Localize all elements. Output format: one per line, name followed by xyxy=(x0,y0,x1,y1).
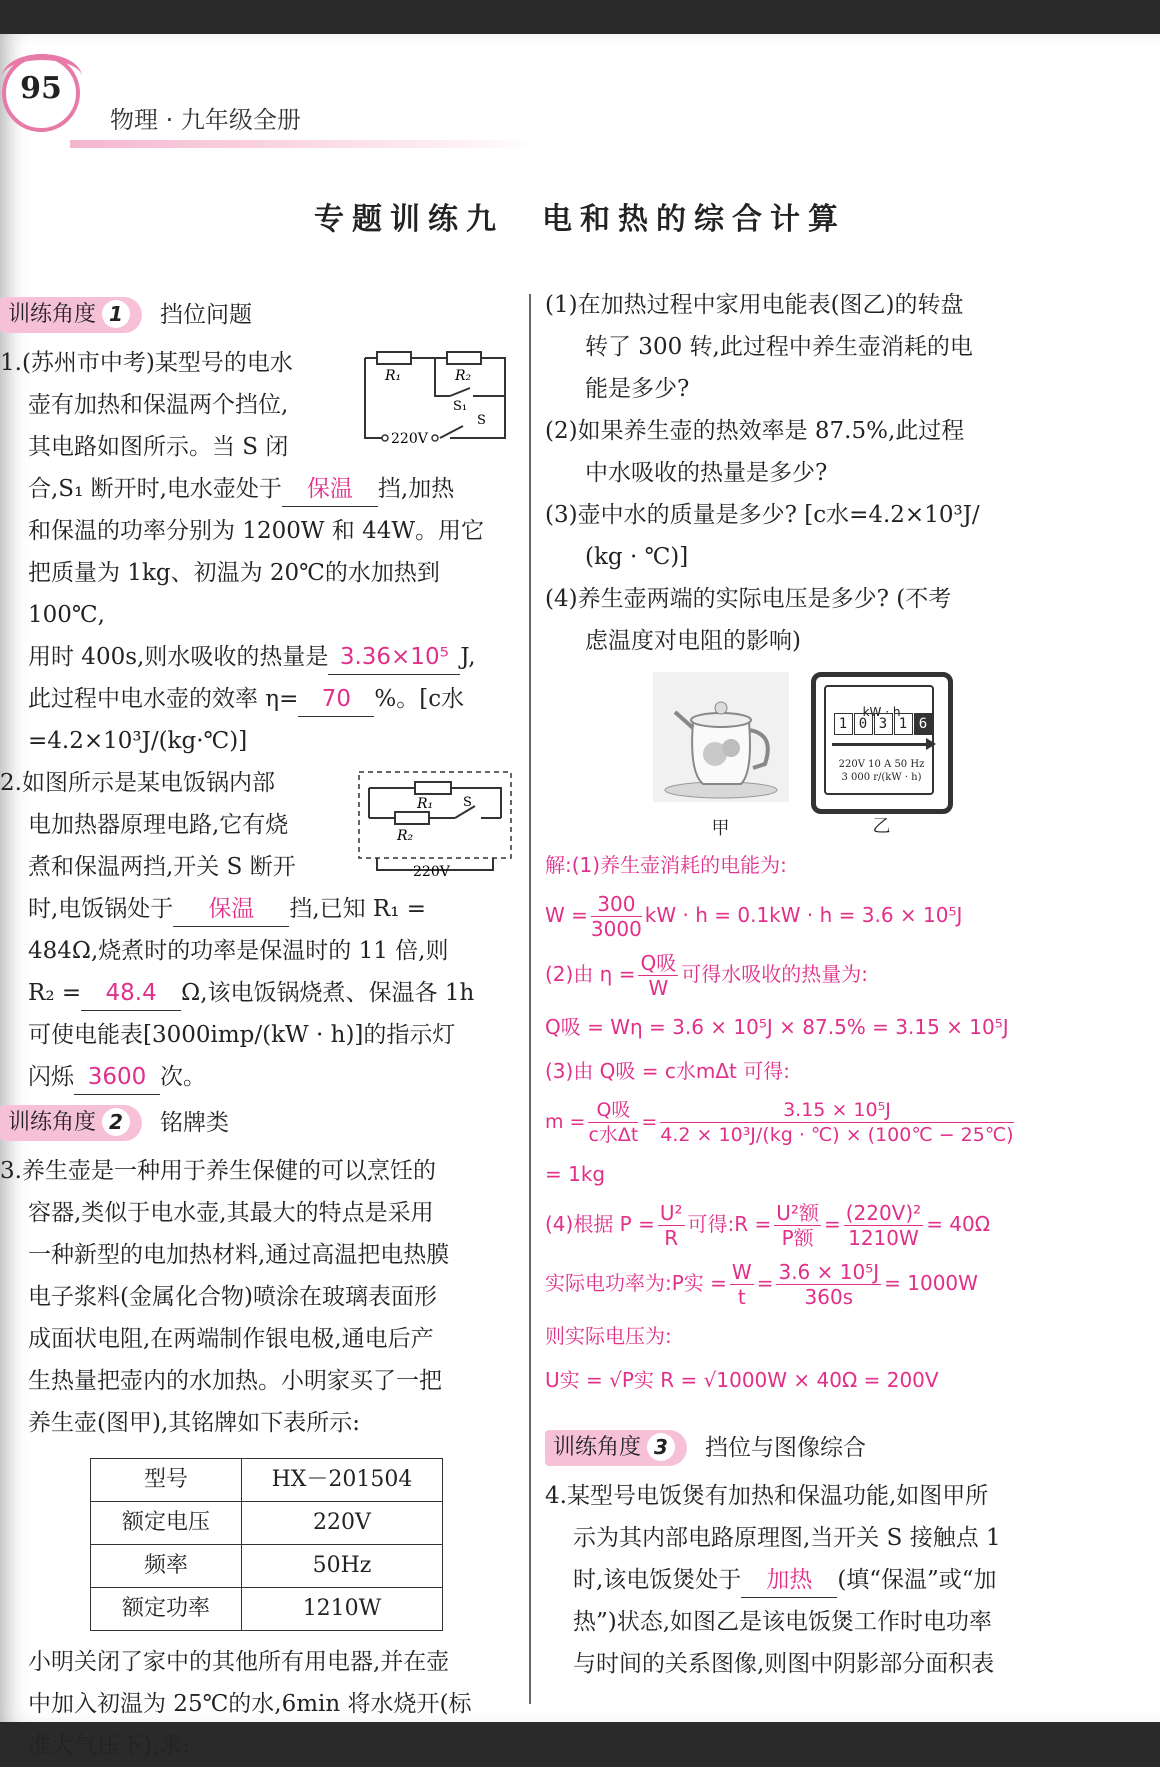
section-tag: 训练角度 1 xyxy=(0,297,142,333)
circuit-diagram-2 xyxy=(355,768,515,878)
solution-line: 则实际电压为: xyxy=(545,1324,672,1348)
solution-line: (3)由 Q吸 = c水mΔt 可得: xyxy=(545,1059,790,1083)
q1-answer-2: 3.36×10⁵ xyxy=(339,644,449,670)
nameplate-table xyxy=(90,1458,443,1631)
solution-line: W = $\frac{300}{3000}$ kW · h = 0.1kW · h = 3.6 × 10⁵J xyxy=(545,892,963,941)
q2-line: 煮和保温两挡,开关 S 断开 xyxy=(28,854,296,880)
s1-label: S₁ xyxy=(453,399,468,414)
question-1 xyxy=(0,342,515,762)
meter-digits: 1 0 3 1 6 xyxy=(834,713,934,735)
r1-label: R₁ xyxy=(417,796,434,812)
q1-line: 把质量为 1kg、初温为 20℃的水加热到 100℃, xyxy=(28,560,440,628)
q1-line: 和保温的功率分别为 1200W 和 44W。用它 xyxy=(28,518,485,544)
header-line xyxy=(70,140,540,148)
electric-meter xyxy=(811,672,953,814)
solution-line: 实际电功率为:P实 = $\frac{W}{t}$ = $\frac{\text{3.6 × 10⁵J}}{360s}$ = 1000W xyxy=(545,1260,978,1309)
q3-line: 中加入初温为 25℃的水,6min 将水烧开(标 xyxy=(28,1691,472,1717)
book-title: 物理 · 九年级全册 xyxy=(110,106,301,134)
q3-subquestion: 能是多少? xyxy=(585,376,690,402)
q2-line: R₂ = 48.4 Ω,该电饭锅烧煮、保温各 1h xyxy=(0,972,515,1014)
section-tag: 训练角度 2 xyxy=(0,1105,142,1141)
meter-unit: kW · h xyxy=(862,705,901,719)
solution-line: (2)由 η = $\frac{\text{Q吸}}{W}$ 可得水吸收的热量为: xyxy=(545,951,868,1000)
table-row xyxy=(91,1545,443,1588)
q2-line: 2.如图所示是某电饭锅内部 xyxy=(0,770,275,796)
q4-line: 时,该电饭煲处于 加热 (填“保温”或“加 xyxy=(545,1559,1060,1601)
column-divider xyxy=(529,294,531,1704)
table-cell: 50Hz xyxy=(242,1545,443,1588)
question-4 xyxy=(545,1475,1060,1685)
kettle-image xyxy=(653,672,789,802)
figure-kettle xyxy=(653,672,789,842)
s-label: S xyxy=(477,413,486,428)
solution-line: 解:(1)养生壶消耗的电能为: xyxy=(545,853,787,877)
q1-answer-1: 保温 xyxy=(306,476,353,502)
q2-line: 可使电能表[3000imp/(kW · h)]的指示灯 xyxy=(28,1022,456,1048)
section-name: 挡位问题 xyxy=(160,302,253,328)
q3-subquestion: (2)如果养生壶的热效率是 87.5%,此过程 xyxy=(545,418,965,444)
q1-line: 用时 400s,则水吸收的热量是 3.36×10⁵ J, xyxy=(0,636,515,678)
fig-label-jia: 甲 xyxy=(711,818,730,839)
q3-subquestion: 转了 300 转,此过程中养生壶消耗的电 xyxy=(585,334,973,360)
solution-line: (4)根据 P = $\frac{\text{U²}}{R}$ 可得:R = $\frac{\text{U²额}}{\text{P额}}$ = $\frac{\text{(220V)²}}{1210W}$ = 40Ω xyxy=(545,1201,991,1250)
q3-line: 生热量把壶内的水加热。小明家买了一把 xyxy=(28,1368,442,1394)
solution-line: Q吸 = Wη = 3.6 × 10⁵J × 87.5% = 3.15 × 10⁵J xyxy=(545,1015,1009,1039)
q3-line: 容器,类似于电水壶,其最大的特点是采用 xyxy=(28,1200,434,1226)
q2-line: 484Ω,烧煮时的功率是保温时的 11 倍,则 xyxy=(28,938,449,964)
q1-line: 此过程中电水壶的效率 η= 70 %。[c水 xyxy=(0,678,515,720)
q2-answer-1: 保温 xyxy=(208,896,255,922)
q3-line: 电子浆料(金属化合物)喷涂在玻璃表面形 xyxy=(28,1284,437,1310)
table-cell: 额定电压 xyxy=(91,1502,242,1545)
arrow-icon xyxy=(832,743,928,746)
q2-line: 闪烁 3600 次。 xyxy=(0,1056,515,1098)
meter-spec: 220V 10 A 50 Hz xyxy=(838,759,925,770)
table-cell: 额定功率 xyxy=(91,1588,242,1631)
q2-line: 电加热器原理电路,它有烧 xyxy=(28,812,289,838)
figure-meter xyxy=(811,672,953,842)
q4-line: 4.某型号电饭煲有加热和保温功能,如图甲所 xyxy=(545,1483,989,1509)
page-number: 95 xyxy=(2,54,80,132)
q4-line: 与时间的关系图像,则图中阴影部分面积表 xyxy=(573,1651,995,1677)
q4-line: 热”)状态,如图乙是该电饭煲工作时电功率 xyxy=(573,1609,993,1635)
section-name: 铭牌类 xyxy=(160,1110,230,1136)
q1-line: 1.(苏州市中考)某型号的电水 xyxy=(0,350,293,376)
r1-label: R₁ xyxy=(385,368,402,384)
fig-label-yi: 乙 xyxy=(872,816,891,837)
section-tag: 训练角度 3 xyxy=(545,1430,687,1466)
q1-line: =4.2×10³J/(kg·℃)] xyxy=(28,728,248,754)
s-label: S xyxy=(463,795,472,810)
chapter-title: 专题训练九 电和热的综合计算 xyxy=(314,202,846,237)
q3-line: 3.养生壶是一种用于养生保健的可以烹饪的 xyxy=(0,1158,436,1184)
q3-line: 成面状电阻,在两端制作银电极,通电后产 xyxy=(28,1326,434,1352)
badge-swish xyxy=(2,54,82,100)
q3-subquestion: (3)壶中水的质量是多少? [c水=4.2×10³J/ xyxy=(545,502,980,528)
table-cell: 型号 xyxy=(91,1459,242,1502)
q1-line: 其电路如图所示。当 S 闭 xyxy=(28,434,289,460)
table-row xyxy=(91,1459,443,1502)
section-2-header xyxy=(0,1102,515,1144)
section-3-header xyxy=(545,1427,1060,1469)
q3-subquestion: 中水吸收的热量是多少? xyxy=(585,460,828,486)
page-number-badge xyxy=(2,54,80,132)
question-2 xyxy=(0,762,515,1098)
right-column xyxy=(545,284,1060,1685)
q1-answer-3: 70 xyxy=(321,686,352,712)
q3-subquestion: (1)在加热过程中家用电能表(图乙)的转盘 xyxy=(545,292,964,318)
table-cell: 1210W xyxy=(242,1588,443,1631)
question-3 xyxy=(0,1150,515,1767)
table-cell: 频率 xyxy=(91,1545,242,1588)
q1-line: 合,S₁ 断开时,电水壶处于 保温 挡,加热 xyxy=(0,468,515,510)
q3-figures xyxy=(545,672,1060,842)
solution-line: = 1kg xyxy=(545,1162,606,1186)
table-row xyxy=(91,1502,443,1545)
solution-line: m = $\frac{\text{Q吸}}{\text{c水Δt}}$ = $\frac{\text{3.15 × 10⁵J}}{\text{4.2 × 10³J/(kg · ℃) × (100℃ − 25℃)}}$ xyxy=(545,1099,1014,1146)
q3-subquestion: 虑温度对电阻的影响) xyxy=(585,628,801,654)
section-name: 挡位与图像综合 xyxy=(705,1435,867,1461)
r2-label: R₂ xyxy=(455,368,472,384)
q3-line: 养生壶(图甲),其铭牌如下表所示: xyxy=(28,1410,361,1436)
q3-subquestion: (4)养生壶两端的实际电压是多少? (不考 xyxy=(545,586,952,612)
solution-block xyxy=(545,848,1060,1397)
voltage-label: 220V xyxy=(391,431,428,447)
textbook-page xyxy=(0,34,1160,1759)
q3-line: 准大气压下),求: xyxy=(28,1733,191,1759)
q4-line: 示为其内部电路原理图,当开关 S 接触点 1 xyxy=(573,1525,1001,1551)
q3-subquestion: (kg · ℃)] xyxy=(585,544,689,570)
section-1-header xyxy=(0,294,515,336)
q2-line: 时,电饭锅处于 保温 挡,已知 R₁ = xyxy=(0,888,515,930)
q2-answer-3: 3600 xyxy=(87,1064,147,1090)
table-row xyxy=(91,1588,443,1631)
r2-label: R₂ xyxy=(397,828,414,844)
q3-line: 小明关闭了家中的其他所有用电器,并在壶 xyxy=(28,1649,450,1675)
q3-line: 一种新型的电加热材料,通过高温把电热膜 xyxy=(28,1242,450,1268)
left-column xyxy=(0,290,515,1767)
q4-answer-1: 加热 xyxy=(766,1567,813,1593)
table-cell: 220V xyxy=(242,1502,443,1545)
q1-line: 壶有加热和保温两个挡位, xyxy=(28,392,289,418)
table-cell: HX－201504 xyxy=(242,1459,443,1502)
voltage-label: 220V xyxy=(413,864,450,880)
meter-spec: 3 000 r/(kW · h) xyxy=(841,772,922,783)
q2-answer-2: 48.4 xyxy=(105,980,157,1006)
circuit-diagram-1 xyxy=(355,348,515,448)
solution-line: U实 = √P实 R = √1000W × 40Ω = 200V xyxy=(545,1368,939,1392)
